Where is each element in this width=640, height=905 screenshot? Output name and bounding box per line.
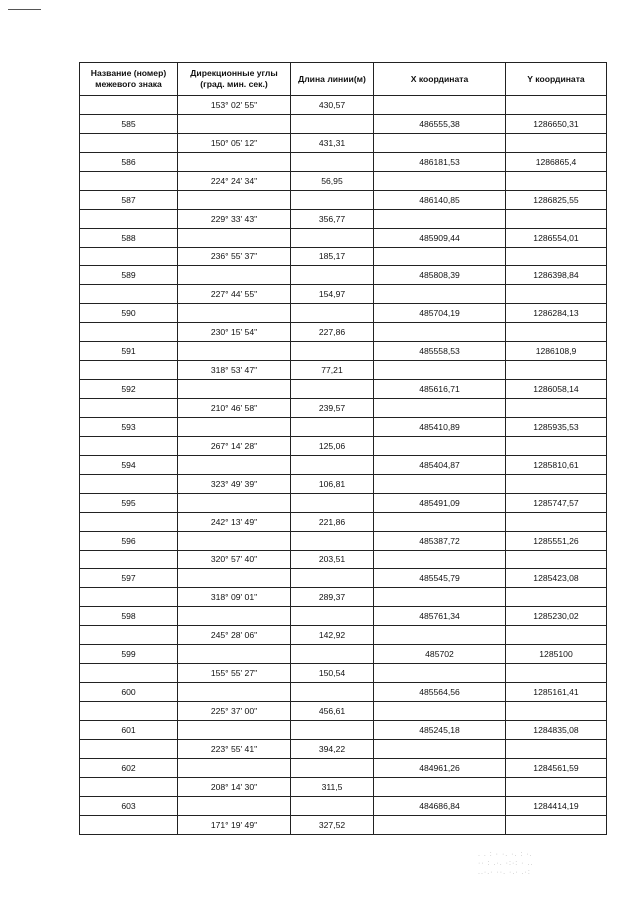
cell-mark-name	[80, 171, 178, 190]
cell-y-coordinate: 1286284,13	[506, 304, 607, 323]
cell-y-coordinate	[506, 96, 607, 115]
cell-x-coordinate: 485616,71	[374, 380, 506, 399]
table-row	[80, 550, 607, 569]
cell-x-coordinate	[374, 323, 506, 342]
cell-y-coordinate	[506, 512, 607, 531]
cell-direction-angle: 225° 37' 00"	[178, 702, 291, 721]
cell-direction-angle	[178, 190, 291, 209]
cell-x-coordinate: 486181,53	[374, 152, 506, 171]
table-row	[80, 361, 607, 380]
cell-y-coordinate: 1286825,55	[506, 190, 607, 209]
cell-direction-angle: 318° 09' 01"	[178, 588, 291, 607]
cell-direction-angle	[178, 455, 291, 474]
cell-line-length: 77,21	[291, 361, 374, 380]
cell-line-length	[291, 683, 374, 702]
cell-direction-angle	[178, 645, 291, 664]
cell-line-length: 431,31	[291, 133, 374, 152]
cell-y-coordinate	[506, 171, 607, 190]
cell-direction-angle: 236° 55' 37"	[178, 247, 291, 266]
cell-direction-angle	[178, 380, 291, 399]
cell-mark-name	[80, 399, 178, 418]
cell-mark-name: 589	[80, 266, 178, 285]
table-row	[80, 114, 607, 133]
cell-line-length	[291, 152, 374, 171]
cell-x-coordinate	[374, 399, 506, 418]
table-row	[80, 664, 607, 683]
cell-y-coordinate: 1285747,57	[506, 493, 607, 512]
cell-line-length	[291, 493, 374, 512]
cell-x-coordinate: 486140,85	[374, 190, 506, 209]
table-row	[80, 683, 607, 702]
cell-x-coordinate: 485761,34	[374, 607, 506, 626]
cell-direction-angle	[178, 607, 291, 626]
cell-mark-name: 599	[80, 645, 178, 664]
table-row	[80, 323, 607, 342]
cell-mark-name	[80, 474, 178, 493]
cell-x-coordinate: 485704,19	[374, 304, 506, 323]
cell-mark-name	[80, 96, 178, 115]
cell-line-length	[291, 342, 374, 361]
cell-line-length	[291, 758, 374, 777]
cell-x-coordinate	[374, 626, 506, 645]
cell-direction-angle	[178, 796, 291, 815]
cell-direction-angle	[178, 758, 291, 777]
cell-direction-angle	[178, 569, 291, 588]
cell-x-coordinate: 486555,38	[374, 114, 506, 133]
cell-y-coordinate	[506, 361, 607, 380]
table-row	[80, 626, 607, 645]
cell-line-length: 356,77	[291, 209, 374, 228]
table-row	[80, 531, 607, 550]
cell-y-coordinate: 1284561,59	[506, 758, 607, 777]
top-rule	[8, 9, 41, 10]
cell-y-coordinate: 1284835,08	[506, 720, 607, 739]
cell-direction-angle: 153° 02' 55"	[178, 96, 291, 115]
table-row	[80, 190, 607, 209]
cell-mark-name	[80, 512, 178, 531]
table-row	[80, 720, 607, 739]
cell-direction-angle: 267° 14' 28"	[178, 436, 291, 455]
cell-direction-angle: 171° 19' 49"	[178, 815, 291, 834]
cell-y-coordinate	[506, 436, 607, 455]
cell-mark-name: 587	[80, 190, 178, 209]
table-row	[80, 777, 607, 796]
cell-x-coordinate	[374, 739, 506, 758]
cell-y-coordinate: 1286865,4	[506, 152, 607, 171]
cell-line-length	[291, 304, 374, 323]
table-row	[80, 493, 607, 512]
cell-y-coordinate: 1286650,31	[506, 114, 607, 133]
table-row	[80, 380, 607, 399]
cell-direction-angle	[178, 683, 291, 702]
table-row	[80, 588, 607, 607]
cell-mark-name	[80, 550, 178, 569]
cell-direction-angle: 208° 14' 30"	[178, 777, 291, 796]
header-direction-angle: Дирекционные углы (град. мин. сек.)	[178, 63, 291, 96]
header-y-coordinate: Y координата	[506, 63, 607, 96]
cell-mark-name: 595	[80, 493, 178, 512]
cell-direction-angle	[178, 417, 291, 436]
cell-y-coordinate	[506, 626, 607, 645]
cell-x-coordinate: 485702	[374, 645, 506, 664]
cell-y-coordinate	[506, 285, 607, 304]
cell-x-coordinate: 485491,09	[374, 493, 506, 512]
cell-line-length	[291, 228, 374, 247]
cell-mark-name: 601	[80, 720, 178, 739]
table-row	[80, 645, 607, 664]
table-row	[80, 474, 607, 493]
cell-x-coordinate	[374, 512, 506, 531]
cell-line-length: 106,81	[291, 474, 374, 493]
cell-x-coordinate: 485404,87	[374, 455, 506, 474]
cell-direction-angle: 229° 33' 43"	[178, 209, 291, 228]
table-row	[80, 512, 607, 531]
cell-line-length: 203,51	[291, 550, 374, 569]
cell-x-coordinate: 485245,18	[374, 720, 506, 739]
cell-direction-angle: 210° 46' 58"	[178, 399, 291, 418]
table-row	[80, 702, 607, 721]
cell-x-coordinate: 485545,79	[374, 569, 506, 588]
table-row	[80, 607, 607, 626]
cell-direction-angle	[178, 152, 291, 171]
cell-y-coordinate: 1285100	[506, 645, 607, 664]
cell-y-coordinate	[506, 209, 607, 228]
cell-x-coordinate	[374, 702, 506, 721]
cell-direction-angle	[178, 228, 291, 247]
cell-x-coordinate	[374, 474, 506, 493]
table-row	[80, 96, 607, 115]
cell-line-length: 394,22	[291, 739, 374, 758]
cell-y-coordinate	[506, 133, 607, 152]
cell-line-length	[291, 645, 374, 664]
table-row	[80, 739, 607, 758]
cell-line-length	[291, 455, 374, 474]
cell-direction-angle: 223° 55' 41"	[178, 739, 291, 758]
cell-y-coordinate	[506, 588, 607, 607]
cell-x-coordinate	[374, 209, 506, 228]
table-row	[80, 304, 607, 323]
cell-line-length	[291, 796, 374, 815]
cell-direction-angle: 323° 49' 39"	[178, 474, 291, 493]
table-row	[80, 152, 607, 171]
cell-mark-name	[80, 815, 178, 834]
table-row	[80, 133, 607, 152]
table-row	[80, 342, 607, 361]
cell-line-length: 456,61	[291, 702, 374, 721]
cell-line-length: 142,92	[291, 626, 374, 645]
table-row	[80, 436, 607, 455]
cell-x-coordinate: 484961,26	[374, 758, 506, 777]
cell-line-length	[291, 720, 374, 739]
cell-line-length: 227,86	[291, 323, 374, 342]
cell-line-length	[291, 114, 374, 133]
cell-mark-name	[80, 247, 178, 266]
cell-mark-name	[80, 209, 178, 228]
cell-y-coordinate	[506, 323, 607, 342]
cell-mark-name: 585	[80, 114, 178, 133]
cell-direction-angle: 230° 15' 54"	[178, 323, 291, 342]
cell-line-length: 185,17	[291, 247, 374, 266]
cell-mark-name: 590	[80, 304, 178, 323]
cell-x-coordinate	[374, 247, 506, 266]
cell-mark-name	[80, 323, 178, 342]
cell-line-length: 430,57	[291, 96, 374, 115]
cell-y-coordinate: 1286108,9	[506, 342, 607, 361]
cell-y-coordinate	[506, 777, 607, 796]
cell-y-coordinate	[506, 739, 607, 758]
cell-y-coordinate: 1285230,02	[506, 607, 607, 626]
cell-line-length: 289,37	[291, 588, 374, 607]
table-row	[80, 569, 607, 588]
header-mark-name: Название (номер) межевого знака	[80, 63, 178, 96]
cell-y-coordinate	[506, 399, 607, 418]
cell-line-length	[291, 531, 374, 550]
cell-line-length	[291, 380, 374, 399]
cell-line-length	[291, 190, 374, 209]
cell-mark-name	[80, 702, 178, 721]
cell-x-coordinate	[374, 436, 506, 455]
cell-x-coordinate: 485558,53	[374, 342, 506, 361]
table-row	[80, 815, 607, 834]
cell-mark-name	[80, 626, 178, 645]
header-x-coordinate: X координата	[374, 63, 506, 96]
cell-x-coordinate: 485909,44	[374, 228, 506, 247]
cell-y-coordinate	[506, 815, 607, 834]
cell-mark-name: 598	[80, 607, 178, 626]
cell-y-coordinate: 1285935,53	[506, 417, 607, 436]
cell-direction-angle: 224° 24' 34"	[178, 171, 291, 190]
cell-line-length: 239,57	[291, 399, 374, 418]
cell-mark-name	[80, 436, 178, 455]
cell-mark-name: 600	[80, 683, 178, 702]
cell-line-length	[291, 569, 374, 588]
cell-mark-name: 602	[80, 758, 178, 777]
cell-mark-name	[80, 777, 178, 796]
cell-y-coordinate: 1286554,01	[506, 228, 607, 247]
cell-x-coordinate	[374, 815, 506, 834]
cell-direction-angle: 318° 53' 47"	[178, 361, 291, 380]
cell-line-length: 150,54	[291, 664, 374, 683]
table-row	[80, 209, 607, 228]
table-row	[80, 285, 607, 304]
cell-x-coordinate	[374, 588, 506, 607]
cell-x-coordinate	[374, 133, 506, 152]
cell-mark-name	[80, 285, 178, 304]
cell-direction-angle: 320° 57' 40"	[178, 550, 291, 569]
cell-line-length: 327,52	[291, 815, 374, 834]
cell-direction-angle	[178, 531, 291, 550]
cell-line-length: 311,5	[291, 777, 374, 796]
cell-x-coordinate	[374, 664, 506, 683]
cell-y-coordinate	[506, 702, 607, 721]
cell-x-coordinate: 485808,39	[374, 266, 506, 285]
cell-mark-name: 596	[80, 531, 178, 550]
cell-x-coordinate	[374, 285, 506, 304]
faded-stamp: . . : · ·. ·. : ·. ·· : .·. ·:·: · .. ..·.· ··. ·.· .·:	[478, 851, 534, 876]
cell-y-coordinate: 1284414,19	[506, 796, 607, 815]
cell-mark-name: 597	[80, 569, 178, 588]
cell-y-coordinate	[506, 474, 607, 493]
cell-mark-name: 591	[80, 342, 178, 361]
table-row	[80, 455, 607, 474]
cell-direction-angle	[178, 304, 291, 323]
cell-direction-angle	[178, 114, 291, 133]
table-row	[80, 266, 607, 285]
cell-direction-angle: 227° 44' 55"	[178, 285, 291, 304]
table-header-row	[80, 63, 607, 96]
cell-mark-name	[80, 133, 178, 152]
cell-x-coordinate	[374, 361, 506, 380]
cell-line-length	[291, 417, 374, 436]
cell-direction-angle: 155° 55' 27"	[178, 664, 291, 683]
cell-direction-angle	[178, 266, 291, 285]
table-row	[80, 758, 607, 777]
cell-mark-name: 588	[80, 228, 178, 247]
cell-x-coordinate	[374, 96, 506, 115]
cell-mark-name: 594	[80, 455, 178, 474]
table-body	[80, 96, 607, 835]
boundary-coordinates-table	[79, 62, 607, 835]
cell-x-coordinate: 485410,89	[374, 417, 506, 436]
cell-mark-name: 603	[80, 796, 178, 815]
cell-mark-name: 586	[80, 152, 178, 171]
cell-y-coordinate	[506, 550, 607, 569]
cell-y-coordinate: 1285551,26	[506, 531, 607, 550]
cell-y-coordinate: 1285161,41	[506, 683, 607, 702]
cell-mark-name: 592	[80, 380, 178, 399]
cell-mark-name	[80, 361, 178, 380]
cell-direction-angle	[178, 493, 291, 512]
cell-line-length	[291, 266, 374, 285]
cell-line-length: 56,95	[291, 171, 374, 190]
table-row	[80, 796, 607, 815]
table-row	[80, 399, 607, 418]
cell-line-length: 221,86	[291, 512, 374, 531]
table-row	[80, 171, 607, 190]
cell-line-length: 125,06	[291, 436, 374, 455]
cell-mark-name	[80, 739, 178, 758]
header-line-length: Длина линии(м)	[291, 63, 374, 96]
cell-x-coordinate: 484686,84	[374, 796, 506, 815]
cell-mark-name	[80, 588, 178, 607]
table-row	[80, 228, 607, 247]
cell-x-coordinate	[374, 777, 506, 796]
cell-y-coordinate: 1285423,08	[506, 569, 607, 588]
cell-direction-angle	[178, 720, 291, 739]
cell-direction-angle: 245° 28' 06"	[178, 626, 291, 645]
table-row	[80, 417, 607, 436]
cell-y-coordinate	[506, 247, 607, 266]
table-row	[80, 247, 607, 266]
cell-line-length: 154,97	[291, 285, 374, 304]
cell-line-length	[291, 607, 374, 626]
cell-y-coordinate	[506, 664, 607, 683]
cell-mark-name	[80, 664, 178, 683]
cell-y-coordinate: 1286058,14	[506, 380, 607, 399]
cell-direction-angle	[178, 342, 291, 361]
cell-y-coordinate: 1286398,84	[506, 266, 607, 285]
cell-x-coordinate	[374, 171, 506, 190]
cell-x-coordinate: 485564,56	[374, 683, 506, 702]
cell-mark-name: 593	[80, 417, 178, 436]
cell-x-coordinate	[374, 550, 506, 569]
cell-direction-angle: 150° 05' 12"	[178, 133, 291, 152]
cell-x-coordinate: 485387,72	[374, 531, 506, 550]
cell-direction-angle: 242° 13' 49"	[178, 512, 291, 531]
cell-y-coordinate: 1285810,61	[506, 455, 607, 474]
